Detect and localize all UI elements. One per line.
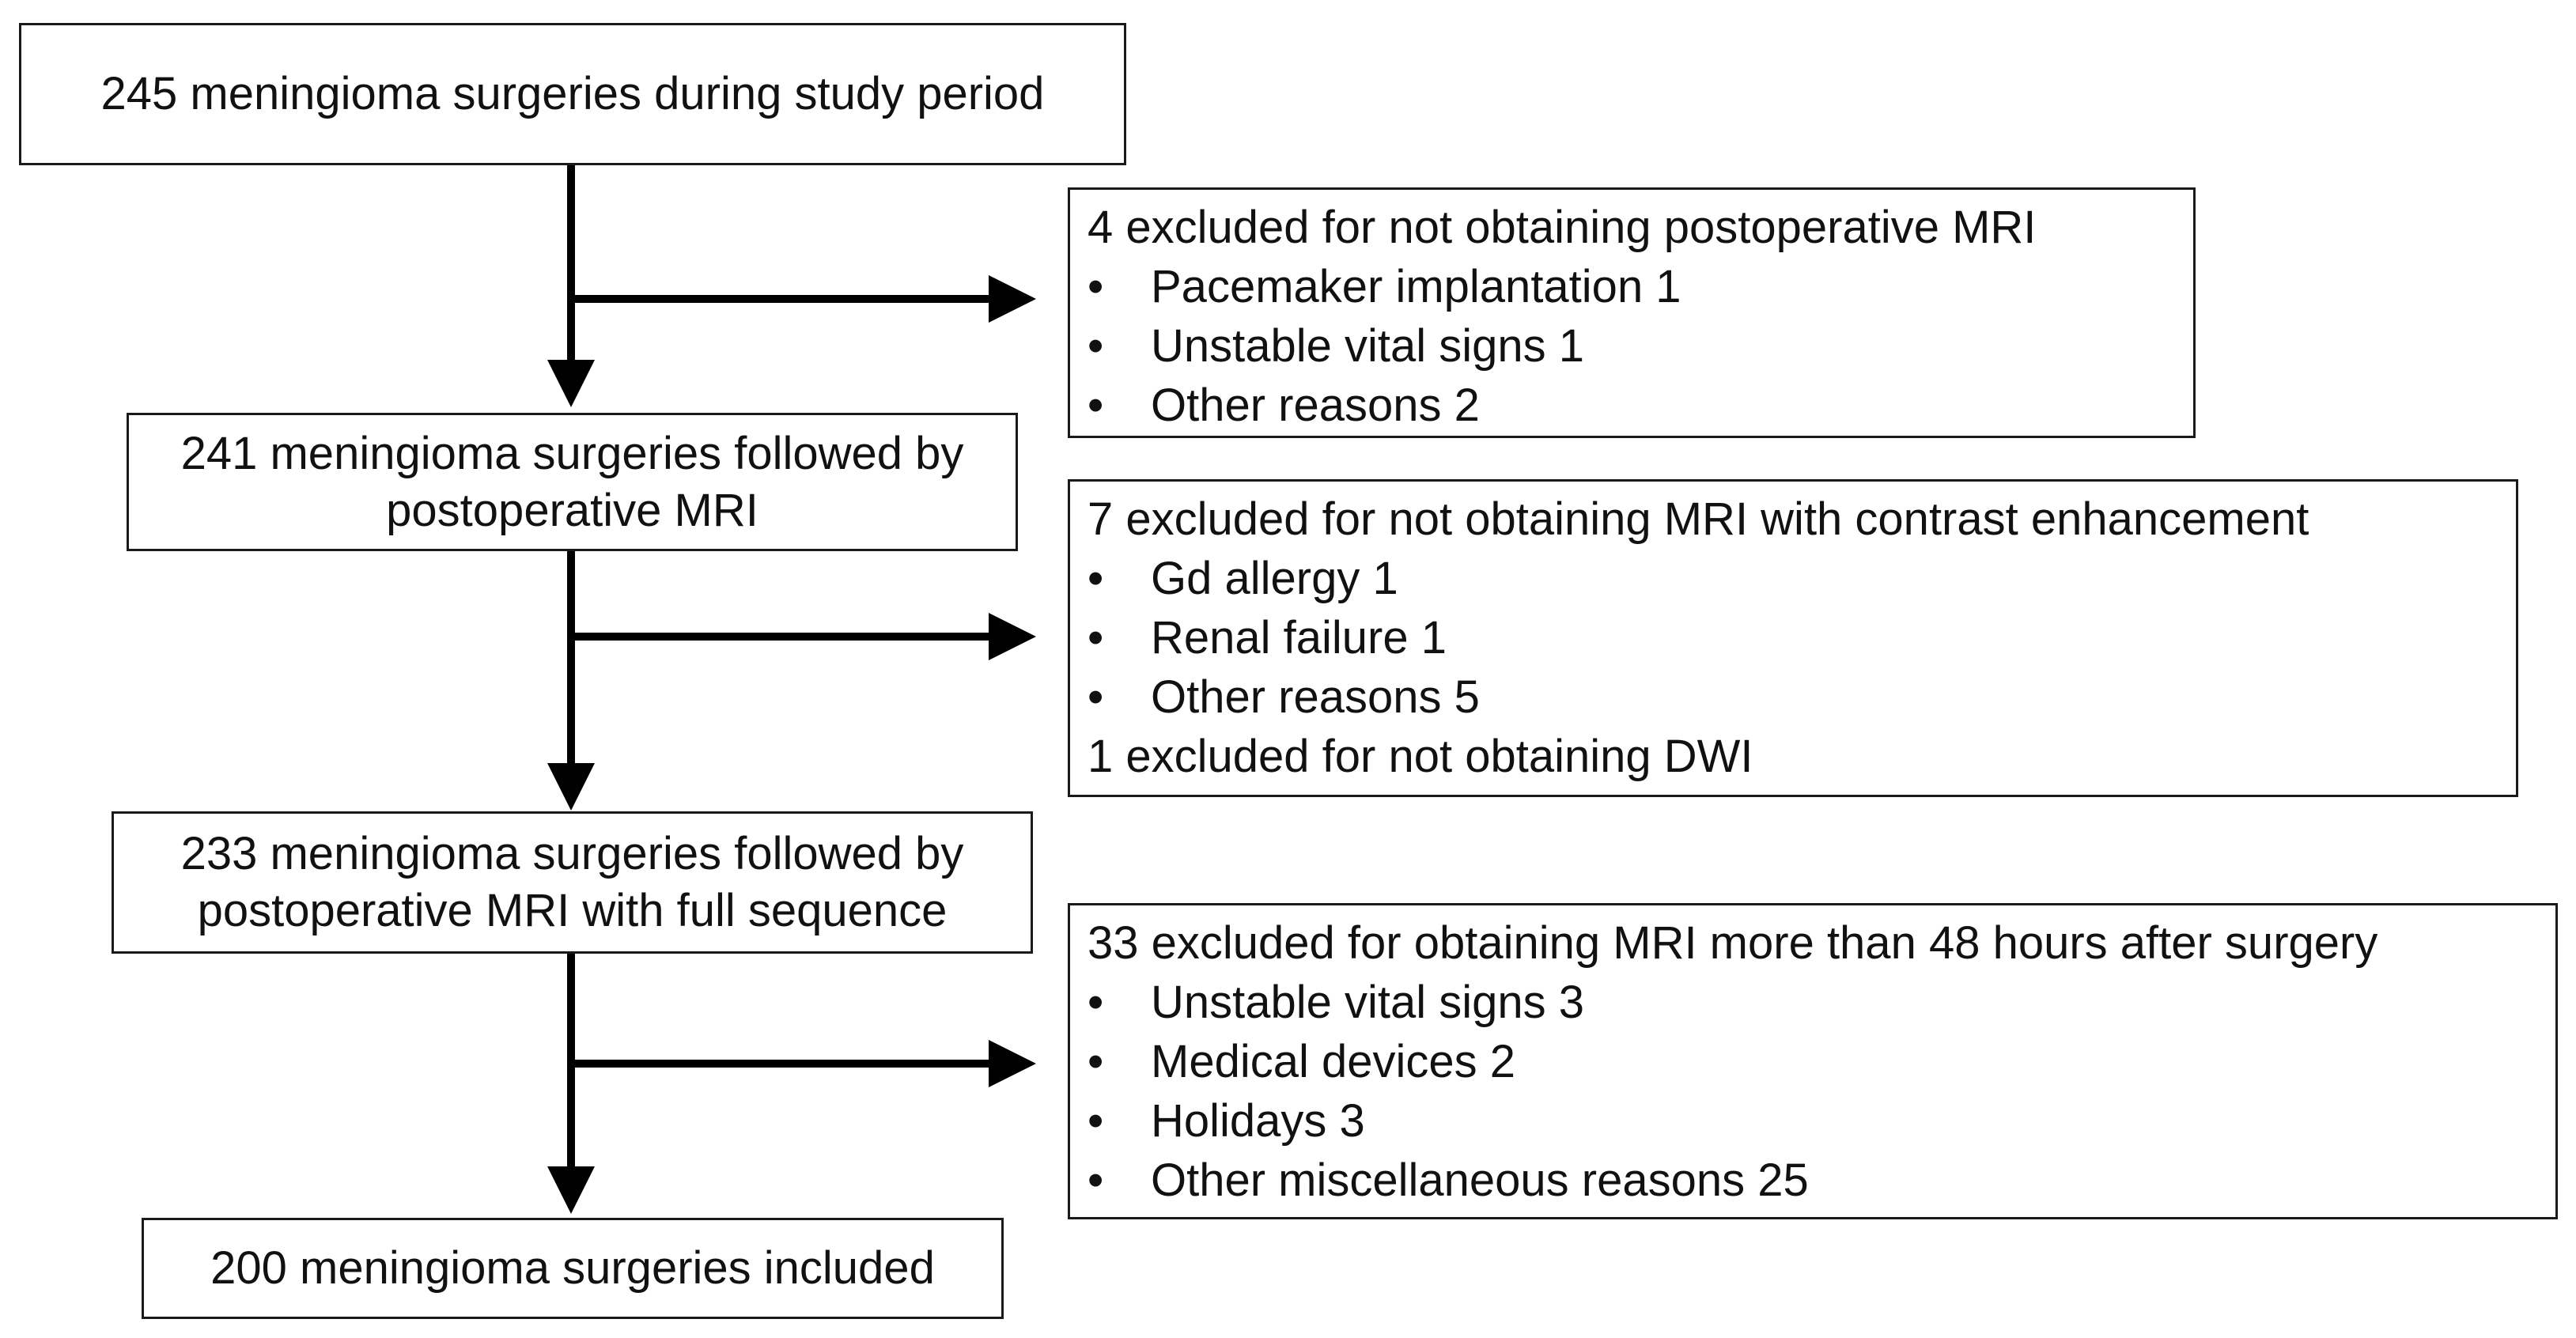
- exclusion-2-footer: 1 excluded for not obtaining DWI: [1088, 731, 1753, 782]
- exclusion-1-item-label: Unstable vital signs 1: [1151, 320, 1585, 372]
- exclusion-2-item: [1088, 608, 2516, 667]
- exclusion-3-item: [1088, 973, 2555, 1032]
- exclusion-3-item-label: Medical devices 2: [1151, 1036, 1515, 1087]
- exclusion-box-2: [1068, 479, 2518, 797]
- exclusion-3-item: [1088, 1151, 2555, 1210]
- step-3-line-1: 233 meningioma surgeries followed by: [180, 828, 964, 879]
- exclusion-1-heading: 4 excluded for not obtaining postoperative MRI: [1088, 202, 2037, 253]
- bullet-icon: •: [1088, 1155, 1104, 1206]
- exclusion-2-item: [1088, 667, 2516, 727]
- exclusion-2-item-label: Other reasons 5: [1151, 671, 1480, 723]
- exclusion-3-item: [1088, 1091, 2555, 1151]
- exclusion-3-item: [1088, 1032, 2555, 1091]
- exclusion-box-3: [1068, 903, 2558, 1219]
- bullet-icon: •: [1088, 261, 1104, 312]
- step-1-line-1: 245 meningioma surgeries during study period: [100, 68, 1045, 119]
- exclusion-1-item-label: Pacemaker implantation 1: [1151, 261, 1681, 312]
- exclusion-3-heading: 33 excluded for obtaining MRI more than 48 hours after surgery: [1088, 917, 2378, 969]
- step-3-line-2: postoperative MRI with full sequence: [197, 885, 948, 936]
- bullet-icon: •: [1088, 612, 1104, 663]
- exclusion-2-item-label: Gd allergy 1: [1151, 553, 1398, 604]
- exclusion-1-item-label: Other reasons 2: [1151, 380, 1480, 431]
- exclusion-2-item: [1088, 549, 2516, 608]
- exclusion-3-item-label: Other miscellaneous reasons 25: [1151, 1155, 1809, 1206]
- bullet-icon: •: [1088, 1036, 1104, 1087]
- step-box-4: [142, 1218, 1004, 1319]
- step-box-3: [112, 811, 1033, 954]
- bullet-icon: •: [1088, 977, 1104, 1028]
- step-box-2: [127, 413, 1018, 551]
- bullet-icon: •: [1088, 320, 1104, 372]
- step-2-line-1: 241 meningioma surgeries followed by: [180, 427, 964, 479]
- bullet-icon: •: [1088, 380, 1104, 431]
- step-4-line-1: 200 meningioma surgeries included: [210, 1242, 935, 1294]
- exclusion-1-item: [1088, 257, 2193, 316]
- bullet-icon: •: [1088, 1095, 1104, 1147]
- exclusion-3-item-label: Holidays 3: [1151, 1095, 1365, 1147]
- exclusion-box-1: [1068, 187, 2196, 438]
- bullet-icon: •: [1088, 671, 1104, 723]
- exclusion-2-heading: 7 excluded for not obtaining MRI with contrast enhancement: [1088, 493, 2309, 545]
- exclusion-2-item-label: Renal failure 1: [1151, 612, 1447, 663]
- exclusion-3-item-label: Unstable vital signs 3: [1151, 977, 1585, 1028]
- exclusion-1-item: [1088, 376, 2193, 435]
- bullet-icon: •: [1088, 553, 1104, 604]
- step-box-1: [19, 23, 1126, 165]
- exclusion-1-item: [1088, 316, 2193, 376]
- step-2-line-2: postoperative MRI: [386, 484, 758, 536]
